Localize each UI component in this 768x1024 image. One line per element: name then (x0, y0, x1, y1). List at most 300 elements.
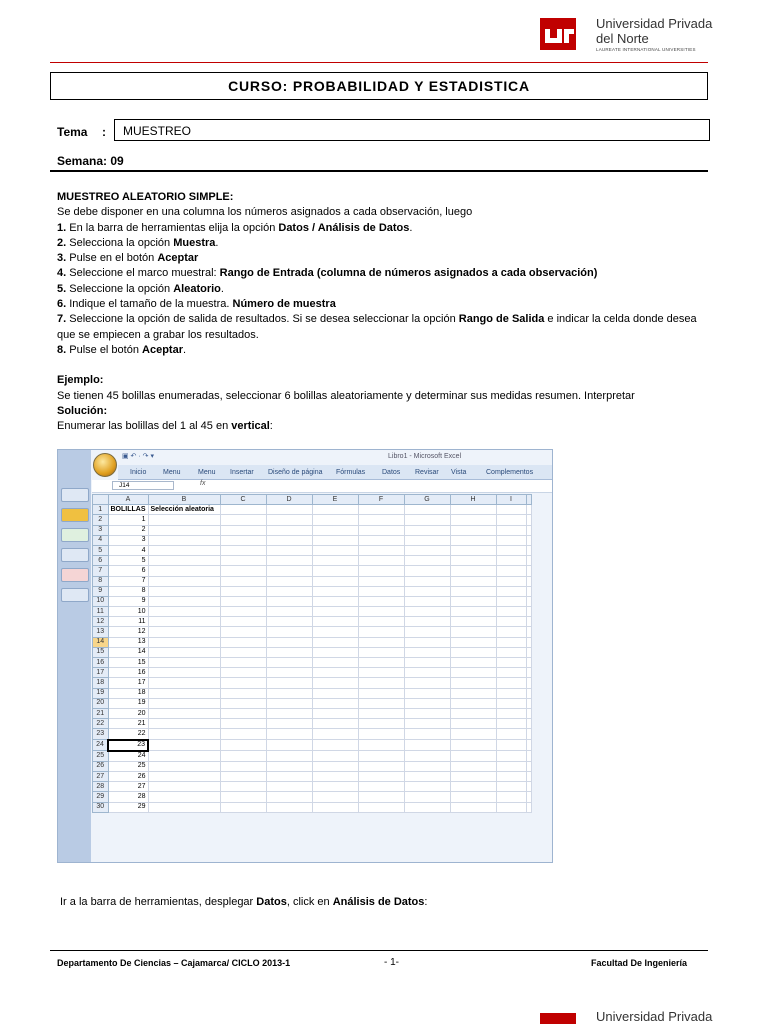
cell[interactable] (450, 782, 496, 792)
cell[interactable] (266, 698, 312, 708)
cell[interactable] (526, 535, 531, 545)
cell[interactable] (312, 566, 358, 576)
row-header[interactable]: 20 (93, 698, 109, 708)
cell[interactable] (496, 708, 526, 718)
cell[interactable] (358, 729, 404, 740)
cell[interactable] (148, 678, 220, 688)
cell[interactable] (404, 535, 450, 545)
row-header[interactable]: 22 (93, 719, 109, 729)
row-header[interactable]: 30 (93, 802, 109, 812)
select-all-corner[interactable] (93, 495, 109, 505)
cell[interactable] (358, 515, 404, 525)
cell[interactable] (220, 545, 266, 555)
row-header[interactable]: 4 (93, 535, 109, 545)
cell[interactable] (450, 627, 496, 637)
cell[interactable] (148, 545, 220, 555)
cell[interactable]: 13 (108, 637, 148, 647)
cell[interactable] (358, 596, 404, 606)
cell[interactable] (526, 556, 531, 566)
cell[interactable]: 12 (108, 627, 148, 637)
cell[interactable] (404, 719, 450, 729)
cell[interactable] (148, 556, 220, 566)
cell[interactable]: 14 (108, 647, 148, 657)
cell[interactable] (266, 729, 312, 740)
cell[interactable] (312, 607, 358, 617)
cell[interactable] (526, 596, 531, 606)
cell[interactable] (450, 535, 496, 545)
cell[interactable] (404, 740, 450, 751)
cell[interactable] (526, 658, 531, 668)
cell[interactable]: 23 (108, 740, 148, 751)
cell[interactable] (450, 688, 496, 698)
cell[interactable] (266, 617, 312, 627)
row-header[interactable]: 24 (93, 740, 109, 751)
cell[interactable] (404, 607, 450, 617)
cell[interactable] (358, 802, 404, 812)
cell[interactable] (220, 607, 266, 617)
cell[interactable] (312, 751, 358, 762)
cell[interactable] (148, 586, 220, 596)
cell[interactable]: 24 (108, 751, 148, 762)
cell[interactable]: 28 (108, 792, 148, 802)
cell[interactable] (496, 596, 526, 606)
cell[interactable] (358, 708, 404, 718)
cell[interactable]: 19 (108, 698, 148, 708)
cell[interactable] (450, 586, 496, 596)
cell[interactable] (404, 678, 450, 688)
cell[interactable] (312, 627, 358, 637)
cell[interactable] (148, 596, 220, 606)
cell[interactable] (404, 627, 450, 637)
column-header[interactable]: G (404, 495, 450, 505)
cell[interactable] (450, 556, 496, 566)
cell[interactable] (526, 740, 531, 751)
cell[interactable] (220, 515, 266, 525)
cell[interactable] (358, 525, 404, 535)
cell[interactable] (220, 708, 266, 718)
cell[interactable] (220, 505, 266, 515)
cell[interactable] (148, 658, 220, 668)
quick-access-icon[interactable]: ▣ ↶ · ↷ ▾ (122, 453, 154, 460)
taskbar-button[interactable] (61, 528, 89, 542)
cell[interactable] (496, 740, 526, 751)
cell[interactable] (220, 668, 266, 678)
cell[interactable] (450, 772, 496, 782)
cell[interactable] (404, 668, 450, 678)
fx-icon[interactable]: fx (200, 480, 206, 487)
cell[interactable] (148, 617, 220, 627)
cell[interactable]: 11 (108, 617, 148, 627)
cell[interactable] (312, 535, 358, 545)
cell[interactable]: 25 (108, 761, 148, 771)
row-header[interactable]: 15 (93, 647, 109, 657)
column-header[interactable]: A (108, 495, 148, 505)
cell[interactable]: 21 (108, 719, 148, 729)
cell[interactable] (220, 586, 266, 596)
cell[interactable] (450, 678, 496, 688)
cell[interactable] (496, 627, 526, 637)
cell[interactable] (450, 792, 496, 802)
cell[interactable] (358, 688, 404, 698)
cell[interactable] (496, 658, 526, 668)
cell[interactable] (148, 525, 220, 535)
cell[interactable] (312, 740, 358, 751)
cell[interactable] (266, 688, 312, 698)
cell[interactable] (266, 525, 312, 535)
row-header[interactable]: 19 (93, 688, 109, 698)
office-button-icon[interactable] (93, 453, 117, 477)
cell[interactable] (220, 688, 266, 698)
cell[interactable] (266, 668, 312, 678)
cell[interactable] (358, 556, 404, 566)
cell[interactable] (220, 525, 266, 535)
cell[interactable] (450, 545, 496, 555)
row-header[interactable]: 9 (93, 586, 109, 596)
cell[interactable] (496, 792, 526, 802)
ribbon-tab[interactable]: Revisar (415, 469, 439, 476)
cell[interactable] (526, 607, 531, 617)
cell[interactable] (358, 545, 404, 555)
row-header[interactable]: 7 (93, 566, 109, 576)
cell[interactable] (220, 637, 266, 647)
row-header[interactable]: 11 (93, 607, 109, 617)
cell[interactable] (148, 688, 220, 698)
cell[interactable] (496, 782, 526, 792)
cell[interactable] (266, 637, 312, 647)
cell[interactable] (450, 729, 496, 740)
cell[interactable]: 29 (108, 802, 148, 812)
ribbon-tab[interactable]: Vista (451, 469, 467, 476)
cell[interactable]: 17 (108, 678, 148, 688)
ribbon-tab[interactable]: Datos (382, 469, 401, 476)
name-box[interactable]: J14 (112, 481, 174, 490)
cell[interactable] (266, 740, 312, 751)
cell[interactable] (526, 708, 531, 718)
cell[interactable] (220, 535, 266, 545)
column-header[interactable]: F (358, 495, 404, 505)
cell[interactable] (312, 505, 358, 515)
cell[interactable] (358, 698, 404, 708)
cell[interactable] (358, 617, 404, 627)
cell[interactable] (450, 698, 496, 708)
cell[interactable] (450, 658, 496, 668)
cell[interactable] (220, 566, 266, 576)
cell[interactable] (358, 751, 404, 762)
cell[interactable] (220, 678, 266, 688)
cell[interactable] (450, 617, 496, 627)
cell[interactable] (404, 751, 450, 762)
taskbar-button[interactable] (61, 488, 89, 502)
cell[interactable] (526, 586, 531, 596)
cell[interactable] (266, 761, 312, 771)
cell[interactable]: 10 (108, 607, 148, 617)
cell[interactable] (526, 698, 531, 708)
cell[interactable] (312, 647, 358, 657)
cell[interactable] (312, 729, 358, 740)
cell[interactable] (220, 802, 266, 812)
cell[interactable] (312, 802, 358, 812)
cell[interactable] (358, 782, 404, 792)
ribbon-tab[interactable]: Fórmulas (336, 469, 366, 476)
cell[interactable] (496, 576, 526, 586)
row-header[interactable]: 29 (93, 792, 109, 802)
cell[interactable] (358, 637, 404, 647)
cell[interactable] (496, 751, 526, 762)
row-header[interactable]: 10 (93, 596, 109, 606)
cell[interactable] (526, 802, 531, 812)
cell[interactable] (496, 505, 526, 515)
cell[interactable] (312, 708, 358, 718)
cell[interactable] (404, 698, 450, 708)
cell[interactable] (148, 627, 220, 637)
cell[interactable] (220, 576, 266, 586)
row-header[interactable]: 14 (93, 637, 109, 647)
column-header[interactable]: B (148, 495, 220, 505)
spreadsheet-grid[interactable] (92, 494, 532, 813)
cell[interactable] (312, 617, 358, 627)
cell[interactable] (148, 515, 220, 525)
row-header[interactable]: 8 (93, 576, 109, 586)
cell[interactable] (450, 566, 496, 576)
cell[interactable] (312, 556, 358, 566)
row-header[interactable]: 16 (93, 658, 109, 668)
cell[interactable]: 6 (108, 566, 148, 576)
cell[interactable] (450, 525, 496, 535)
cell[interactable] (526, 647, 531, 657)
column-header[interactable]: C (220, 495, 266, 505)
cell[interactable] (266, 782, 312, 792)
row-header[interactable]: 21 (93, 708, 109, 718)
cell[interactable] (358, 668, 404, 678)
cell[interactable]: 9 (108, 596, 148, 606)
cell[interactable] (220, 792, 266, 802)
cell[interactable] (220, 782, 266, 792)
cell[interactable] (358, 505, 404, 515)
cell[interactable] (526, 545, 531, 555)
cell[interactable] (266, 576, 312, 586)
cell[interactable] (404, 586, 450, 596)
cell[interactable] (312, 658, 358, 668)
cell[interactable] (450, 637, 496, 647)
cell[interactable] (358, 792, 404, 802)
cell[interactable] (526, 782, 531, 792)
cell[interactable] (148, 698, 220, 708)
row-header[interactable]: 26 (93, 761, 109, 771)
cell[interactable] (312, 688, 358, 698)
cell[interactable]: 27 (108, 782, 148, 792)
cell[interactable] (220, 596, 266, 606)
cell[interactable] (266, 678, 312, 688)
cell[interactable] (496, 545, 526, 555)
cell[interactable] (526, 505, 531, 515)
cell[interactable] (526, 576, 531, 586)
cell[interactable] (148, 668, 220, 678)
cell[interactable] (358, 772, 404, 782)
cell[interactable] (526, 617, 531, 627)
cell[interactable] (526, 729, 531, 740)
cell[interactable] (404, 556, 450, 566)
cell[interactable]: 7 (108, 576, 148, 586)
column-header[interactable]: E (312, 495, 358, 505)
cell[interactable] (148, 647, 220, 657)
cell[interactable] (358, 719, 404, 729)
cell[interactable]: BOLILLAS (108, 505, 148, 515)
cell[interactable]: 15 (108, 658, 148, 668)
cell[interactable] (266, 751, 312, 762)
cell[interactable] (526, 792, 531, 802)
cell[interactable] (526, 751, 531, 762)
cell[interactable] (358, 627, 404, 637)
cell[interactable] (496, 607, 526, 617)
cell[interactable] (496, 802, 526, 812)
cell[interactable]: 2 (108, 525, 148, 535)
row-header[interactable]: 2 (93, 515, 109, 525)
row-header[interactable]: 12 (93, 617, 109, 627)
taskbar-button[interactable] (61, 588, 89, 602)
cell[interactable] (404, 782, 450, 792)
cell[interactable] (312, 576, 358, 586)
column-header[interactable]: D (266, 495, 312, 505)
cell[interactable] (496, 719, 526, 729)
column-header[interactable]: I (496, 495, 526, 505)
cell[interactable] (526, 678, 531, 688)
cell[interactable] (220, 740, 266, 751)
row-header[interactable]: 17 (93, 668, 109, 678)
cell[interactable] (220, 556, 266, 566)
cell[interactable] (496, 515, 526, 525)
cell[interactable] (148, 719, 220, 729)
cell[interactable] (148, 729, 220, 740)
cell[interactable] (496, 698, 526, 708)
cell[interactable] (148, 740, 220, 751)
cell[interactable] (266, 647, 312, 657)
cell[interactable] (526, 566, 531, 576)
cell[interactable] (526, 772, 531, 782)
cell[interactable] (450, 505, 496, 515)
cell[interactable] (404, 566, 450, 576)
cell[interactable] (148, 761, 220, 771)
cell[interactable] (404, 637, 450, 647)
cell[interactable] (496, 637, 526, 647)
cell[interactable] (266, 627, 312, 637)
row-header[interactable]: 1 (93, 505, 109, 515)
cell[interactable] (404, 761, 450, 771)
cell[interactable] (148, 802, 220, 812)
row-header[interactable]: 28 (93, 782, 109, 792)
cell[interactable] (358, 658, 404, 668)
cell[interactable] (266, 708, 312, 718)
cell[interactable] (266, 607, 312, 617)
cell[interactable] (526, 637, 531, 647)
cell[interactable] (404, 596, 450, 606)
cell[interactable] (496, 668, 526, 678)
row-header[interactable]: 27 (93, 772, 109, 782)
cell[interactable] (220, 719, 266, 729)
cell[interactable] (404, 708, 450, 718)
cell[interactable] (496, 525, 526, 535)
cell[interactable] (312, 525, 358, 535)
taskbar-button[interactable] (61, 568, 89, 582)
cell[interactable] (496, 761, 526, 771)
cell[interactable] (496, 688, 526, 698)
row-header[interactable]: 13 (93, 627, 109, 637)
cell[interactable] (312, 772, 358, 782)
cell[interactable] (148, 607, 220, 617)
ribbon-tab[interactable]: Diseño de página (268, 469, 323, 476)
ribbon-tab[interactable]: Insertar (230, 469, 254, 476)
cell[interactable] (450, 751, 496, 762)
cell[interactable] (404, 792, 450, 802)
cell[interactable] (266, 586, 312, 596)
cell[interactable] (358, 761, 404, 771)
cell[interactable]: 3 (108, 535, 148, 545)
cell[interactable] (358, 535, 404, 545)
cell[interactable] (450, 515, 496, 525)
cell[interactable] (312, 668, 358, 678)
cell[interactable] (220, 772, 266, 782)
cell[interactable] (266, 545, 312, 555)
cell[interactable] (358, 647, 404, 657)
cell[interactable] (450, 708, 496, 718)
cell[interactable] (220, 761, 266, 771)
cell[interactable]: 18 (108, 688, 148, 698)
cell[interactable] (358, 566, 404, 576)
cell[interactable] (526, 719, 531, 729)
cell[interactable] (358, 740, 404, 751)
cell[interactable] (358, 607, 404, 617)
cell[interactable] (266, 658, 312, 668)
cell[interactable] (496, 772, 526, 782)
cell[interactable] (496, 647, 526, 657)
cell[interactable] (266, 566, 312, 576)
cell[interactable] (312, 698, 358, 708)
cell[interactable] (266, 772, 312, 782)
cell[interactable] (266, 802, 312, 812)
cell[interactable]: 20 (108, 708, 148, 718)
cell[interactable] (312, 792, 358, 802)
taskbar-button[interactable] (61, 548, 89, 562)
cell[interactable] (148, 566, 220, 576)
cell[interactable] (496, 586, 526, 596)
ribbon-tab[interactable]: Menu (163, 469, 181, 476)
row-header[interactable]: 3 (93, 525, 109, 535)
cell[interactable] (404, 515, 450, 525)
cell[interactable] (220, 658, 266, 668)
cell[interactable] (450, 607, 496, 617)
cell[interactable] (312, 545, 358, 555)
cell[interactable] (450, 740, 496, 751)
cell[interactable] (496, 617, 526, 627)
cell[interactable] (450, 576, 496, 586)
cell[interactable] (266, 719, 312, 729)
cell[interactable] (358, 576, 404, 586)
cell[interactable] (358, 586, 404, 596)
cell[interactable] (496, 729, 526, 740)
cell[interactable] (266, 505, 312, 515)
row-header[interactable]: 18 (93, 678, 109, 688)
cell[interactable] (450, 719, 496, 729)
cell[interactable] (526, 515, 531, 525)
cell[interactable] (526, 688, 531, 698)
cell[interactable] (404, 772, 450, 782)
cell[interactable] (266, 556, 312, 566)
cell[interactable]: Selección aleatoria (148, 505, 220, 515)
cell[interactable]: 4 (108, 545, 148, 555)
cell[interactable] (526, 525, 531, 535)
cell[interactable] (358, 678, 404, 688)
cell[interactable] (312, 678, 358, 688)
cell[interactable] (404, 617, 450, 627)
